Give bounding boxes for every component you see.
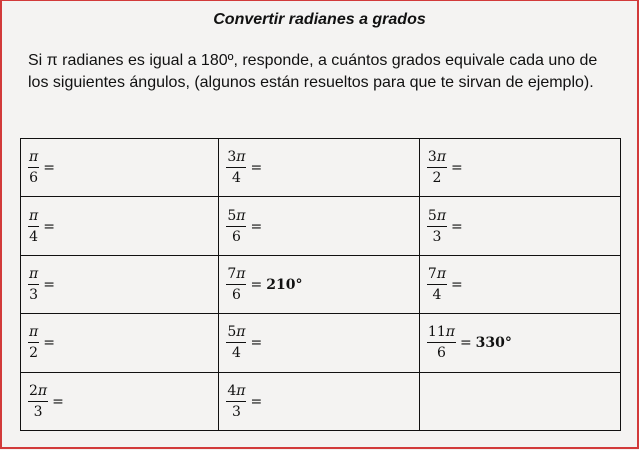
table-cell xyxy=(21,139,219,197)
fraction xyxy=(427,324,456,362)
equals-sign: = xyxy=(451,218,463,235)
page-title: Convertir radianes a grados xyxy=(213,11,426,28)
fraction-expression xyxy=(28,149,59,187)
table-row xyxy=(21,139,621,197)
fraction-expression xyxy=(427,324,512,362)
exercise-table xyxy=(20,138,621,431)
fraction xyxy=(28,208,39,246)
denominator: 2 xyxy=(29,345,39,362)
equals-sign: = xyxy=(451,160,463,177)
denominator: 3 xyxy=(432,228,442,245)
table-cell xyxy=(419,197,620,255)
denominator: 6 xyxy=(231,228,241,245)
denominator: 6 xyxy=(231,286,241,303)
numerator: 7π xyxy=(226,266,246,285)
numerator: π xyxy=(28,149,39,168)
numerator: 5π xyxy=(226,324,246,343)
fraction-expression xyxy=(226,383,266,421)
numerator: 5π xyxy=(427,208,447,227)
numerator: 3π xyxy=(427,149,447,168)
denominator: 4 xyxy=(231,345,241,362)
table-cell xyxy=(419,372,620,430)
fraction-expression xyxy=(28,383,68,421)
table-row xyxy=(21,255,621,313)
numerator: 5π xyxy=(226,208,246,227)
denominator: 4 xyxy=(231,170,241,187)
fraction-expression xyxy=(427,208,467,246)
fraction-expression xyxy=(226,324,266,362)
table-cell xyxy=(419,255,620,313)
equals-sign: = xyxy=(52,393,64,410)
instructions: Si π radianes es igual a 180º, responde, a cuántos grados equivale cada uno de los siguientes ángulos, (algunos están resueltos para que te sirvan de ejemplo). xyxy=(28,52,598,91)
fraction xyxy=(427,266,447,304)
table-cell xyxy=(21,255,219,313)
fraction-expression xyxy=(226,149,266,187)
equals-sign: = xyxy=(250,218,263,235)
numerator: π xyxy=(28,324,39,343)
equals-sign: = xyxy=(43,276,55,293)
table-cell xyxy=(219,197,420,255)
fraction xyxy=(226,208,246,246)
fraction-expression xyxy=(226,208,266,246)
denominator: 2 xyxy=(432,170,442,187)
denominator: 3 xyxy=(29,286,39,303)
table-cell xyxy=(219,139,420,197)
denominator: 3 xyxy=(231,403,241,420)
table-row xyxy=(21,314,621,372)
fraction xyxy=(28,266,39,304)
answer: 210° xyxy=(266,276,303,293)
fraction xyxy=(226,324,246,362)
fraction xyxy=(226,383,246,421)
numerator: 3π xyxy=(226,149,246,168)
equals-sign: = xyxy=(250,393,263,410)
fraction-expression xyxy=(28,208,59,246)
table-cell xyxy=(419,314,620,372)
table-row xyxy=(21,197,621,255)
numerator: π xyxy=(28,266,39,285)
fraction xyxy=(28,324,39,362)
equals-sign: = xyxy=(250,335,263,352)
numerator: 7π xyxy=(427,266,447,285)
equals-sign: = xyxy=(250,276,263,293)
numerator: 2π xyxy=(28,383,48,402)
fraction-expression xyxy=(28,324,59,362)
table-cell xyxy=(21,314,219,372)
equals-sign: = xyxy=(43,160,55,177)
table-cell xyxy=(219,372,420,430)
table-row xyxy=(21,372,621,430)
table-cell xyxy=(21,372,219,430)
numerator: 11π xyxy=(427,324,456,343)
numerator: 4π xyxy=(226,383,246,402)
fraction xyxy=(226,149,246,187)
table-cell xyxy=(419,139,620,197)
fraction-expression xyxy=(427,266,467,304)
fraction xyxy=(427,208,447,246)
numerator: π xyxy=(28,208,39,227)
equals-sign: = xyxy=(43,218,55,235)
fraction xyxy=(427,149,447,187)
equals-sign: = xyxy=(43,335,55,352)
denominator: 3 xyxy=(33,403,43,420)
fraction-expression xyxy=(28,266,59,304)
denominator: 6 xyxy=(436,345,446,362)
table-cell xyxy=(21,197,219,255)
table-cell xyxy=(219,255,420,313)
fraction xyxy=(28,383,48,421)
fraction-expression xyxy=(226,266,302,304)
equals-sign: = xyxy=(451,276,463,293)
denominator: 4 xyxy=(432,286,442,303)
fraction xyxy=(28,149,39,187)
equals-sign: = xyxy=(459,335,472,352)
fraction xyxy=(226,266,246,304)
table-cell xyxy=(219,314,420,372)
answer: 330° xyxy=(475,335,512,352)
denominator: 4 xyxy=(29,228,39,245)
equals-sign: = xyxy=(250,160,263,177)
fraction-expression xyxy=(427,149,467,187)
denominator: 6 xyxy=(29,170,39,187)
